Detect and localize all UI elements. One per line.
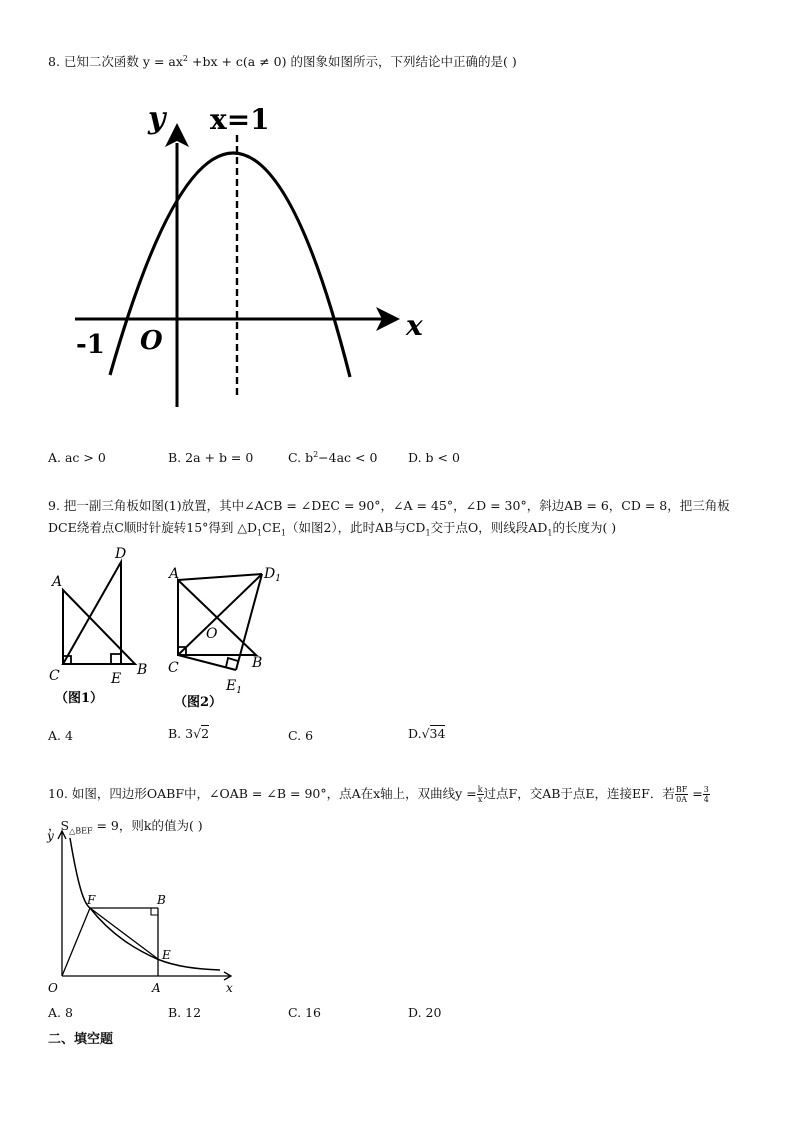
- q10-right-angle-b: [151, 908, 158, 915]
- q9-fig2-cd1: [178, 574, 262, 655]
- q8-stem: [48, 52, 517, 70]
- q8-symmetry-label: x=1: [210, 103, 270, 136]
- q9-option-d-radicand: 34: [429, 726, 446, 741]
- q9-fig1-label-e: E: [111, 671, 122, 687]
- q9-line2-c: （如图2），此时AB与CD: [285, 520, 426, 535]
- q9-fig2-label-b: B: [252, 655, 263, 671]
- q10-option-a[interactable]: A. 8: [48, 1005, 73, 1020]
- q9-stem-line1: [48, 496, 730, 514]
- q9-line2-sub2: 1: [280, 528, 286, 538]
- q10-k-num: k: [477, 785, 483, 794]
- q9-fig1-label-c: C: [49, 668, 60, 684]
- q10-segment-of: [62, 908, 90, 976]
- q9-line2-a: DCE绕着点C顺时针旋转15°得到 △D: [48, 520, 258, 535]
- q10-option-d[interactable]: D. 20: [408, 1005, 442, 1020]
- q9-line2-e: 的长度为( ): [552, 520, 617, 535]
- q9-fig2-label-e1: $E_1$: [226, 678, 242, 696]
- q9-figure-1: [45, 540, 160, 710]
- q9-option-a[interactable]: A. 4: [48, 728, 73, 743]
- q10-k-fraction: [477, 785, 484, 804]
- q8-expr-sup: 2: [182, 53, 188, 63]
- q10-bf-oa-fraction: [675, 785, 688, 804]
- q8-text-pre: 已知二次函数: [63, 54, 139, 69]
- q10-ratio-fraction: [703, 785, 710, 804]
- q9-fig2-label-d1: $D_1$: [264, 566, 281, 584]
- q8-option-d[interactable]: D. b < 0: [408, 450, 460, 465]
- q9-fig1-label-a: A: [52, 574, 63, 590]
- q10-line2-sub: △BEF: [69, 826, 93, 836]
- q8-expr-b: +bx + c(a ≠ 0): [188, 54, 287, 69]
- q10-option-b[interactable]: B. 12: [168, 1005, 202, 1020]
- q8-option-a[interactable]: A. ac > 0: [48, 450, 106, 465]
- q10-option-c[interactable]: C. 16: [288, 1005, 321, 1020]
- q10-oa-den: 0A: [676, 795, 688, 804]
- q10-number: 10.: [48, 786, 68, 801]
- q9-number: 9.: [48, 498, 60, 513]
- q10-stem-line1: [48, 784, 710, 804]
- q10-ratio-num: 3: [703, 785, 709, 794]
- q9-line2-sub4: 1: [547, 528, 553, 538]
- q10-x-label: x: [226, 981, 233, 995]
- q9-fig2-label-a: A: [169, 566, 180, 582]
- q8-option-c[interactable]: [288, 450, 377, 465]
- q9-option-b[interactable]: [168, 726, 209, 741]
- q8-x-label: x: [406, 309, 423, 342]
- section-heading: 二、填空题: [48, 1032, 114, 1047]
- q9-fig1-label-d: D: [115, 546, 127, 562]
- q10-hyperbola-figure: [42, 826, 242, 998]
- q9-option-b-radicand: 2: [201, 726, 210, 741]
- q8-expr-a: y = ax: [142, 54, 183, 69]
- q10-k-den: x: [477, 795, 483, 804]
- q10-bf-num: BF: [675, 785, 688, 794]
- sqrt-icon: √: [421, 726, 430, 741]
- q9-line2-d: 交于点O，则线段AD: [430, 520, 548, 535]
- q9-option-d-pre: D.: [408, 726, 422, 741]
- sqrt-icon: √: [193, 726, 202, 741]
- q9-option-c[interactable]: C. 6: [288, 728, 314, 743]
- q10-line1-b: 过点F，交AB于点E，连接EF．若: [483, 786, 675, 801]
- q9-line2-sub1: 1: [257, 528, 263, 538]
- q9-fig2-caption: （图2）: [174, 695, 223, 710]
- q9-fig1-caption: （图1）: [55, 691, 104, 706]
- q9-fig1-triangle-dce: [63, 562, 121, 664]
- q8-option-c-pre: C. b: [288, 450, 314, 466]
- q9-fig2-label-c: C: [168, 660, 179, 676]
- q9-line2-b: CE: [262, 520, 281, 535]
- q8-y-label: y: [148, 101, 166, 136]
- q8-option-b[interactable]: B. 2a + b = 0: [168, 450, 254, 465]
- q10-line2-a: ，S: [48, 818, 70, 833]
- q9-fig1-label-b: B: [137, 662, 148, 678]
- q9-stem-line2: [48, 518, 616, 538]
- q10-ratio-den: 4: [703, 795, 709, 804]
- q8-text-post: 的图象如图所示，下列结论中正确的是( ): [290, 54, 517, 69]
- q10-eq: =: [688, 786, 703, 801]
- q9-fig1-right-angle-e: [111, 654, 121, 664]
- q10-label-a: A: [152, 981, 161, 995]
- q10-label-f: F: [87, 893, 96, 907]
- q10-y-label: y: [47, 829, 54, 843]
- q8-option-c-post: −4ac < 0: [318, 450, 378, 466]
- q10-segment-fe: [90, 908, 158, 959]
- q9-fig2-label-o: O: [206, 626, 218, 642]
- q10-label-o: O: [48, 981, 58, 995]
- q10-line2-b: = 9，则k的值为( ): [92, 818, 203, 833]
- q9-line1: 把一副三角板如图(1)放置，其中∠ACB = ∠DEC = 90°，∠A = 45°，∠D = 30°，斜边AB = 6，CD = 8，把三角板: [63, 498, 730, 513]
- q9-fig2-ad1: [178, 574, 262, 580]
- q8-parabola-figure: [70, 95, 423, 415]
- q9-option-b-pre: B. 3: [168, 726, 194, 741]
- q9-option-d[interactable]: [408, 726, 445, 741]
- q8-number: 8.: [48, 54, 60, 69]
- q10-label-e: E: [162, 948, 171, 962]
- q8-option-c-sup: 2: [313, 450, 319, 459]
- q9-figure-2: [160, 560, 285, 720]
- q10-line1-a: 如图，四边形OABF中，∠OAB = ∠B = 90°，点A在x轴上，双曲线y =: [71, 786, 477, 801]
- q10-label-b: B: [157, 893, 166, 907]
- q8-origin-label: O: [140, 326, 163, 356]
- q9-line2-sub3: 1: [425, 528, 431, 538]
- q8-neg-one-label: -1: [76, 330, 105, 360]
